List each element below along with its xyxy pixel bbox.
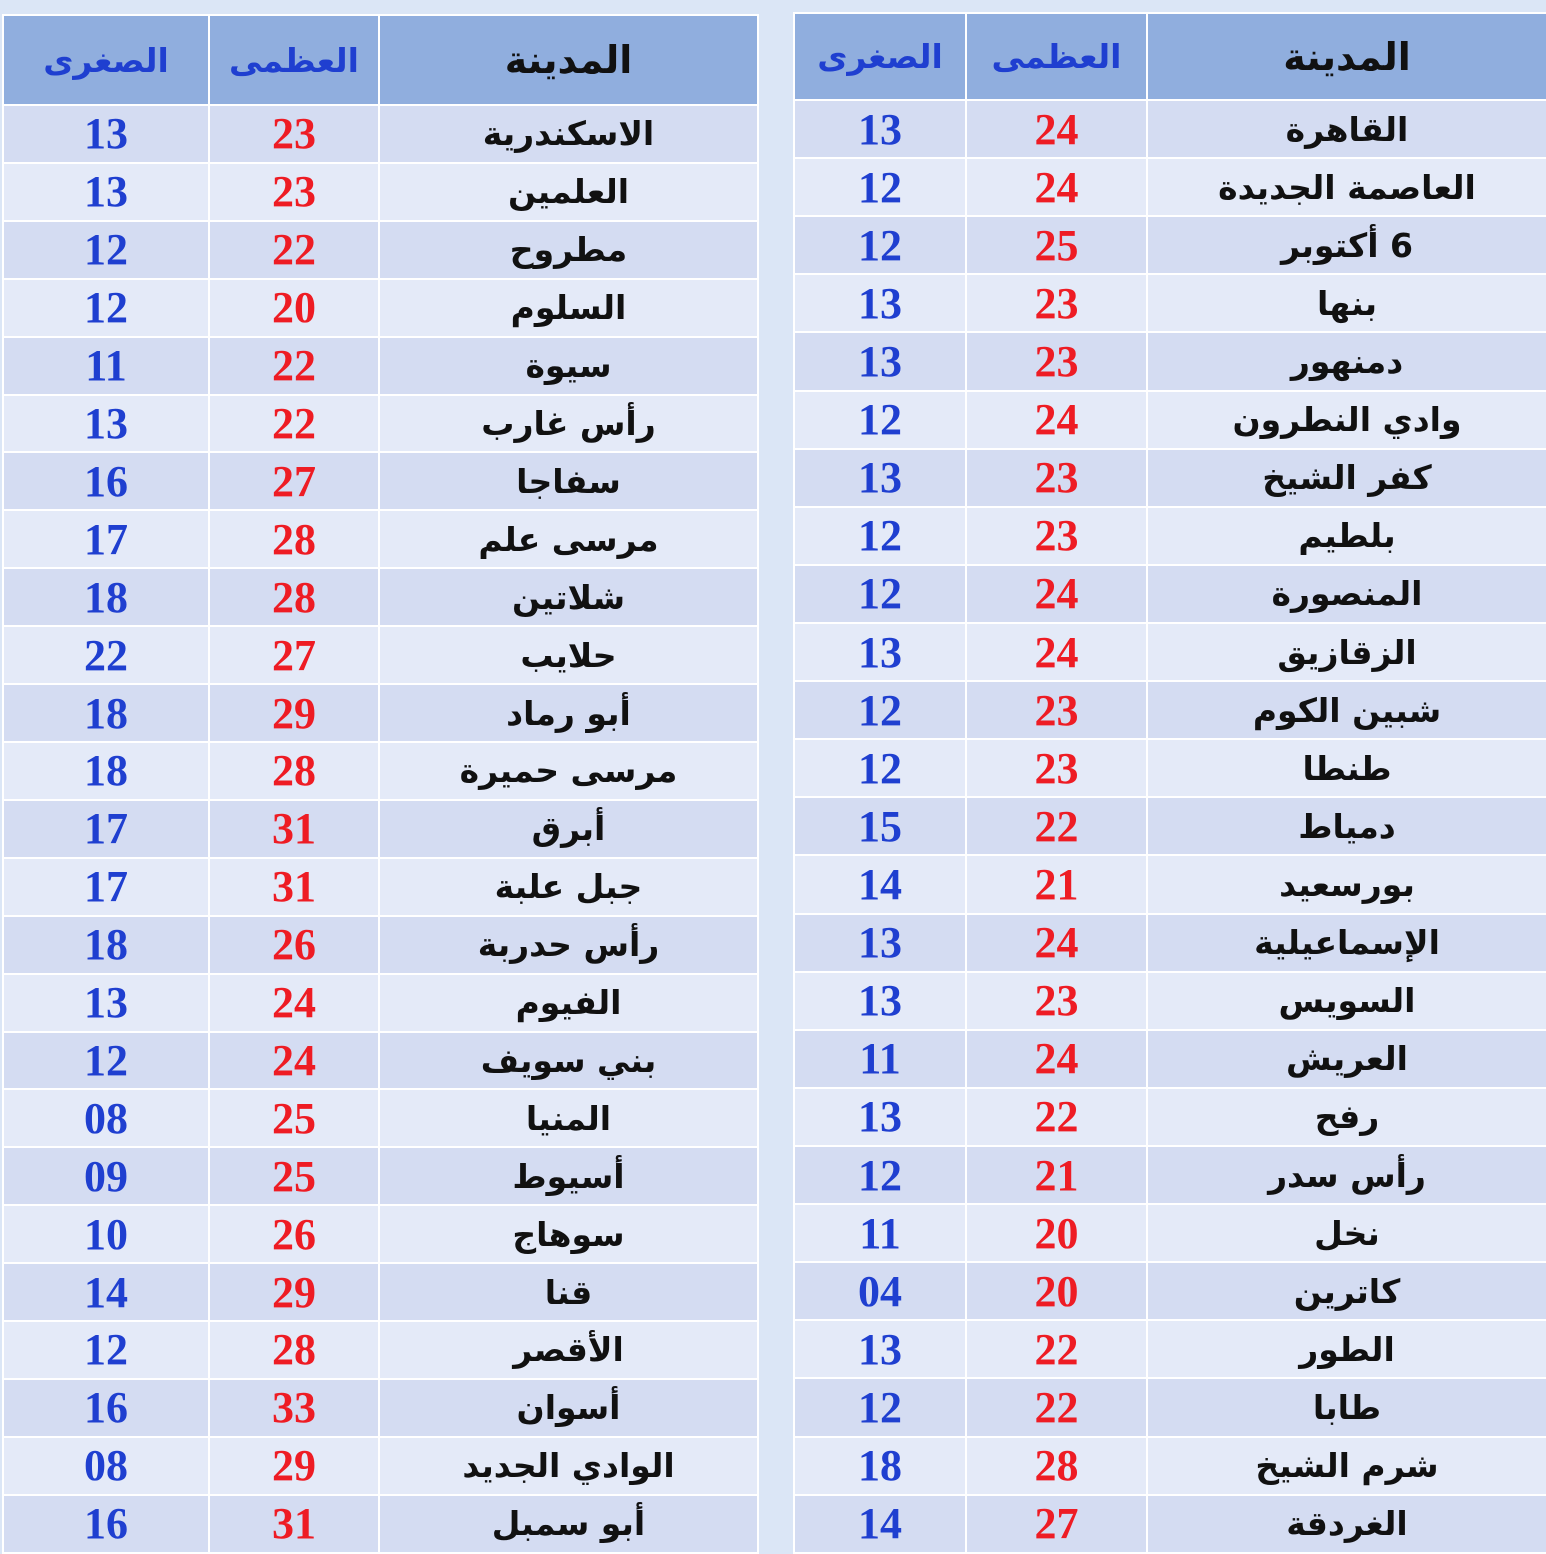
city-name: الغردقة xyxy=(1147,1495,1546,1553)
max-temp: 28 xyxy=(209,568,379,626)
city-name: أسوان xyxy=(379,1379,758,1437)
max-temp: 23 xyxy=(209,105,379,163)
table-row xyxy=(3,858,758,916)
header-city: المدينة xyxy=(379,15,758,105)
table-row xyxy=(3,105,758,163)
temperature-table-1 xyxy=(793,12,1546,1554)
city-name: رأس غارب xyxy=(379,395,758,453)
max-temp: 29 xyxy=(209,1437,379,1495)
max-temp: 23 xyxy=(966,739,1147,797)
city-name: بلطيم xyxy=(1147,507,1546,565)
max-temp: 28 xyxy=(966,1437,1147,1495)
table-row xyxy=(794,216,1546,274)
min-temp: 08 xyxy=(3,1089,209,1147)
min-temp: 12 xyxy=(794,507,966,565)
city-name: بني سويف xyxy=(379,1032,758,1090)
table-row xyxy=(3,337,758,395)
city-name: بورسعيد xyxy=(1147,855,1546,913)
table-row xyxy=(3,1263,758,1321)
min-temp: 08 xyxy=(3,1437,209,1495)
min-temp: 14 xyxy=(3,1263,209,1321)
table-row xyxy=(794,623,1546,681)
min-temp: 11 xyxy=(794,1030,966,1088)
min-temp: 04 xyxy=(794,1262,966,1320)
min-temp: 12 xyxy=(794,1146,966,1204)
table-row xyxy=(3,1495,758,1553)
min-temp: 14 xyxy=(794,1495,966,1553)
min-temp: 13 xyxy=(794,914,966,972)
temperature-table-2 xyxy=(2,14,759,1554)
max-temp: 29 xyxy=(209,1263,379,1321)
city-name: دمياط xyxy=(1147,797,1546,855)
table-row xyxy=(794,274,1546,332)
min-temp: 22 xyxy=(3,626,209,684)
city-name: كفر الشيخ xyxy=(1147,449,1546,507)
table-row xyxy=(794,1378,1546,1436)
max-temp: 24 xyxy=(209,1032,379,1090)
min-temp: 13 xyxy=(794,100,966,158)
max-temp: 23 xyxy=(966,507,1147,565)
table-row xyxy=(794,100,1546,158)
table-row xyxy=(794,797,1546,855)
city-name: الفيوم xyxy=(379,974,758,1032)
table-row xyxy=(794,1030,1546,1088)
min-temp: 13 xyxy=(3,974,209,1032)
max-temp: 24 xyxy=(209,974,379,1032)
table-row xyxy=(3,1205,758,1263)
max-temp: 24 xyxy=(966,391,1147,449)
table-row xyxy=(794,739,1546,797)
min-temp: 13 xyxy=(3,163,209,221)
max-temp: 22 xyxy=(966,1320,1147,1378)
max-temp: 22 xyxy=(966,1088,1147,1146)
table-row xyxy=(3,684,758,742)
header-min: الصغرى xyxy=(794,13,966,100)
max-temp: 22 xyxy=(209,395,379,453)
table-row xyxy=(3,916,758,974)
table-row xyxy=(794,391,1546,449)
city-name: 6 أكتوبر xyxy=(1147,216,1546,274)
max-temp: 24 xyxy=(966,623,1147,681)
min-temp: 12 xyxy=(794,391,966,449)
table-row xyxy=(794,1262,1546,1320)
min-temp: 14 xyxy=(794,855,966,913)
table-row xyxy=(794,972,1546,1030)
city-name: نخل xyxy=(1147,1204,1546,1262)
table-row xyxy=(3,221,758,279)
table-row xyxy=(794,158,1546,216)
table-row xyxy=(3,974,758,1032)
min-temp: 18 xyxy=(3,742,209,800)
city-name: الاسكندرية xyxy=(379,105,758,163)
city-name: الإسماعيلية xyxy=(1147,914,1546,972)
table-row xyxy=(794,914,1546,972)
city-name: أبرق xyxy=(379,800,758,858)
max-temp: 20 xyxy=(966,1204,1147,1262)
city-name: أبو سمبل xyxy=(379,1495,758,1553)
max-temp: 23 xyxy=(966,972,1147,1030)
min-temp: 10 xyxy=(3,1205,209,1263)
city-name: وادي النطرون xyxy=(1147,391,1546,449)
table-row xyxy=(3,395,758,453)
min-temp: 13 xyxy=(794,449,966,507)
city-name: طنطا xyxy=(1147,739,1546,797)
max-temp: 27 xyxy=(209,626,379,684)
table-row xyxy=(794,855,1546,913)
city-name: العاصمة الجديدة xyxy=(1147,158,1546,216)
max-temp: 27 xyxy=(209,452,379,510)
min-temp: 15 xyxy=(794,797,966,855)
city-name: العلمين xyxy=(379,163,758,221)
max-temp: 24 xyxy=(966,158,1147,216)
city-name: رفح xyxy=(1147,1088,1546,1146)
min-temp: 11 xyxy=(794,1204,966,1262)
min-temp: 18 xyxy=(794,1437,966,1495)
table-row xyxy=(3,1437,758,1495)
table-row xyxy=(3,800,758,858)
max-temp: 23 xyxy=(966,274,1147,332)
table-row xyxy=(3,1321,758,1379)
min-temp: 13 xyxy=(3,105,209,163)
max-temp: 28 xyxy=(209,510,379,568)
table-row xyxy=(794,565,1546,623)
city-name: المنصورة xyxy=(1147,565,1546,623)
city-name: الطور xyxy=(1147,1320,1546,1378)
min-temp: 17 xyxy=(3,510,209,568)
max-temp: 29 xyxy=(209,684,379,742)
min-temp: 13 xyxy=(3,395,209,453)
min-temp: 12 xyxy=(794,739,966,797)
min-temp: 13 xyxy=(794,623,966,681)
min-temp: 18 xyxy=(3,916,209,974)
table-row xyxy=(3,626,758,684)
max-temp: 28 xyxy=(209,1321,379,1379)
min-temp: 12 xyxy=(794,681,966,739)
max-temp: 26 xyxy=(209,1205,379,1263)
max-temp: 23 xyxy=(966,681,1147,739)
max-temp: 22 xyxy=(209,337,379,395)
header-city: المدينة xyxy=(1147,13,1546,100)
city-name: دمنهور xyxy=(1147,332,1546,390)
max-temp: 26 xyxy=(209,916,379,974)
min-temp: 11 xyxy=(3,337,209,395)
city-name: شرم الشيخ xyxy=(1147,1437,1546,1495)
city-name: السلوم xyxy=(379,279,758,337)
max-temp: 24 xyxy=(966,1030,1147,1088)
city-name: مطروح xyxy=(379,221,758,279)
city-name: سفاجا xyxy=(379,452,758,510)
city-name: شلاتين xyxy=(379,568,758,626)
min-temp: 12 xyxy=(794,1378,966,1436)
table-row xyxy=(794,507,1546,565)
max-temp: 23 xyxy=(966,449,1147,507)
min-temp: 13 xyxy=(794,1088,966,1146)
max-temp: 24 xyxy=(966,100,1147,158)
table-row xyxy=(3,452,758,510)
table-row xyxy=(794,1495,1546,1553)
max-temp: 22 xyxy=(966,797,1147,855)
min-temp: 16 xyxy=(3,1495,209,1553)
city-name: رأس سدر xyxy=(1147,1146,1546,1204)
table-row xyxy=(3,1089,758,1147)
min-temp: 17 xyxy=(3,858,209,916)
city-name: المنيا xyxy=(379,1089,758,1147)
min-temp: 12 xyxy=(794,565,966,623)
table-row xyxy=(794,1088,1546,1146)
min-temp: 16 xyxy=(3,452,209,510)
city-name: رأس حدربة xyxy=(379,916,758,974)
table-row xyxy=(3,1147,758,1205)
max-temp: 24 xyxy=(966,914,1147,972)
city-name: أسيوط xyxy=(379,1147,758,1205)
max-temp: 28 xyxy=(209,742,379,800)
max-temp: 22 xyxy=(966,1378,1147,1436)
max-temp: 23 xyxy=(966,332,1147,390)
header-max: العظمى xyxy=(966,13,1147,100)
city-name: القاهرة xyxy=(1147,100,1546,158)
min-temp: 12 xyxy=(3,279,209,337)
city-name: مرسى علم xyxy=(379,510,758,568)
table-row xyxy=(794,1146,1546,1204)
city-name: شبين الكوم xyxy=(1147,681,1546,739)
table-row xyxy=(3,568,758,626)
min-temp: 09 xyxy=(3,1147,209,1205)
city-name: بنها xyxy=(1147,274,1546,332)
min-temp: 12 xyxy=(3,221,209,279)
table-row xyxy=(794,449,1546,507)
max-temp: 31 xyxy=(209,800,379,858)
max-temp: 31 xyxy=(209,1495,379,1553)
max-temp: 21 xyxy=(966,855,1147,913)
table-row xyxy=(3,279,758,337)
city-name: كاترين xyxy=(1147,1262,1546,1320)
min-temp: 18 xyxy=(3,684,209,742)
table-row xyxy=(794,332,1546,390)
max-temp: 25 xyxy=(209,1147,379,1205)
city-name: جبل علبة xyxy=(379,858,758,916)
max-temp: 20 xyxy=(966,1262,1147,1320)
city-name: الأقصر xyxy=(379,1321,758,1379)
city-name: سوهاج xyxy=(379,1205,758,1263)
min-temp: 16 xyxy=(3,1379,209,1437)
max-temp: 31 xyxy=(209,858,379,916)
city-name: العريش xyxy=(1147,1030,1546,1088)
max-temp: 27 xyxy=(966,1495,1147,1553)
max-temp: 25 xyxy=(966,216,1147,274)
city-name: مرسى حميرة xyxy=(379,742,758,800)
max-temp: 20 xyxy=(209,279,379,337)
city-name: حلايب xyxy=(379,626,758,684)
city-name: سيوة xyxy=(379,337,758,395)
max-temp: 33 xyxy=(209,1379,379,1437)
min-temp: 12 xyxy=(794,158,966,216)
city-name: قنا xyxy=(379,1263,758,1321)
city-name: أبو رماد xyxy=(379,684,758,742)
min-temp: 12 xyxy=(3,1321,209,1379)
table-row xyxy=(3,742,758,800)
header-max: العظمى xyxy=(209,15,379,105)
min-temp: 13 xyxy=(794,1320,966,1378)
min-temp: 17 xyxy=(3,800,209,858)
max-temp: 22 xyxy=(209,221,379,279)
city-name: الزقازيق xyxy=(1147,623,1546,681)
min-temp: 13 xyxy=(794,332,966,390)
min-temp: 13 xyxy=(794,274,966,332)
table-row xyxy=(3,1379,758,1437)
header-min: الصغرى xyxy=(3,15,209,105)
table-row xyxy=(3,510,758,568)
max-temp: 21 xyxy=(966,1146,1147,1204)
city-name: طابا xyxy=(1147,1378,1546,1436)
max-temp: 24 xyxy=(966,565,1147,623)
max-temp: 25 xyxy=(209,1089,379,1147)
table-row xyxy=(794,1204,1546,1262)
min-temp: 12 xyxy=(3,1032,209,1090)
city-name: الوادي الجديد xyxy=(379,1437,758,1495)
min-temp: 13 xyxy=(794,972,966,1030)
min-temp: 18 xyxy=(3,568,209,626)
max-temp: 23 xyxy=(209,163,379,221)
min-temp: 12 xyxy=(794,216,966,274)
table-row xyxy=(794,1320,1546,1378)
table-row xyxy=(3,1032,758,1090)
table-row xyxy=(794,681,1546,739)
city-name: السويس xyxy=(1147,972,1546,1030)
table-row xyxy=(794,1437,1546,1495)
table-row xyxy=(3,163,758,221)
